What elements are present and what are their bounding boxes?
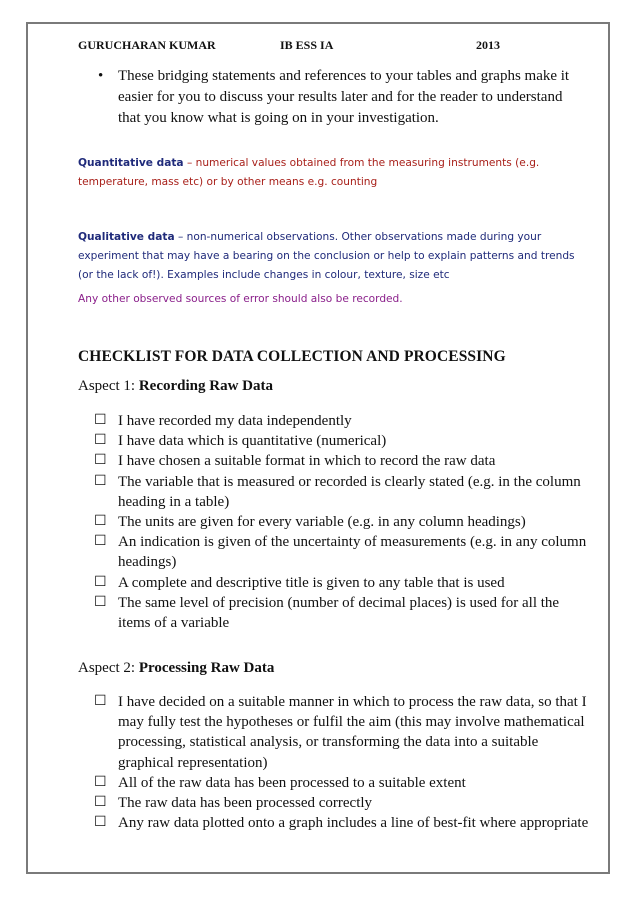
- checkbox-icon[interactable]: ☐: [94, 594, 107, 610]
- checkbox-icon[interactable]: ☐: [94, 574, 107, 590]
- checklist-item[interactable]: ☐ Any raw data plotted onto a graph includes a line of best-fit where appropriate: [94, 813, 594, 833]
- quantitative-definition: [78, 154, 590, 192]
- checklist-item[interactable]: ☐ The variable that is measured or recorded is clearly stated (e.g. in the column heading in a table): [94, 473, 581, 510]
- checklist-item[interactable]: ☐ The raw data has been processed correctly: [94, 793, 594, 813]
- checkbox-icon[interactable]: ☐: [94, 774, 107, 790]
- checklist-item[interactable]: ☐ A complete and descriptive title is given to any table that is used: [94, 573, 594, 593]
- checkbox-icon[interactable]: ☐: [94, 473, 107, 489]
- intro-bullet-text: These bridging statements and references to your tables and graphs make it easier for you to discuss your results later and for the reader to understand that you know what is going on in your investigation.: [118, 68, 570, 126]
- aspect2-prefix: Aspect 2:: [78, 660, 139, 676]
- aspect2-heading: [78, 660, 274, 677]
- quantitative-text: – numerical values obtained from the measuring instruments (e.g. temperature, mass etc) or by other means e.g. counting: [78, 157, 540, 188]
- header-year: 2013: [476, 38, 500, 52]
- checkbox-icon[interactable]: ☐: [94, 795, 107, 811]
- checklist-item[interactable]: ☐ I have chosen a suitable format in which to record the raw data: [94, 451, 594, 471]
- aspect2-name: Processing Raw Data: [138, 660, 275, 676]
- checklist-title: CHECKLIST FOR DATA COLLECTION AND PROCESSING: [78, 348, 506, 365]
- qualitative-text: – non-numerical observations. Other observations made during your experiment that may have a bearing on the conclusion or help to explain patterns and trends (or the lack of!). Examples include changes in colour, texture, size etc: [78, 231, 575, 281]
- checkbox-icon[interactable]: ☐: [94, 534, 107, 550]
- document-page: [26, 22, 610, 874]
- aspect1-name: Recording Raw Data: [138, 378, 273, 394]
- header-course: IB ESS IA: [280, 38, 334, 52]
- qualitative-term: Qualitative data: [78, 231, 175, 243]
- checkbox-icon[interactable]: ☐: [94, 453, 107, 469]
- checkbox-icon[interactable]: ☐: [94, 413, 107, 428]
- checklist-item[interactable]: ☐ I have decided on a suitable manner in which to process the raw data, so that I may fully test the hypotheses or fulfil the aim (this may involve mathematical processing, statistical analysis, or transforming the data into a suitable graphical representation): [94, 694, 587, 771]
- quantitative-term: Quantitative data: [78, 157, 184, 169]
- checkbox-icon[interactable]: ☐: [94, 514, 107, 530]
- sources-of-error-note: Any other observed sources of error should also be recorded.: [78, 293, 403, 305]
- qualitative-definition: [78, 228, 590, 285]
- checklist-item[interactable]: ☐ The same level of precision (number of decimal places) is used for all the items of a variable: [94, 594, 560, 632]
- checklist-item[interactable]: ☐ I have data which is quantitative (numerical): [94, 431, 594, 451]
- checklist-item[interactable]: ☐ An indication is given of the uncertainty of measurements (e.g. in any column headings): [94, 534, 587, 571]
- checklist-item[interactable]: ☐ All of the raw data has been processed to a suitable extent: [94, 773, 594, 793]
- aspect1-heading: [78, 378, 273, 395]
- checklist-item[interactable]: ☐ The units are given for every variable (e.g. in any column headings): [94, 512, 594, 532]
- checkbox-icon[interactable]: ☐: [94, 694, 107, 709]
- bullet-dot-icon: •: [98, 68, 104, 84]
- intro-bullet: [98, 66, 588, 129]
- header-author: GURUCHARAN KUMAR: [78, 38, 216, 52]
- aspect2-checklist: [94, 692, 594, 833]
- checkbox-icon[interactable]: ☐: [94, 433, 107, 449]
- checklist-item[interactable]: ☐ I have recorded my data independently: [94, 411, 594, 431]
- aspect1-prefix: Aspect 1:: [78, 378, 139, 394]
- aspect1-checklist: [94, 411, 594, 633]
- checkbox-icon[interactable]: ☐: [94, 815, 107, 831]
